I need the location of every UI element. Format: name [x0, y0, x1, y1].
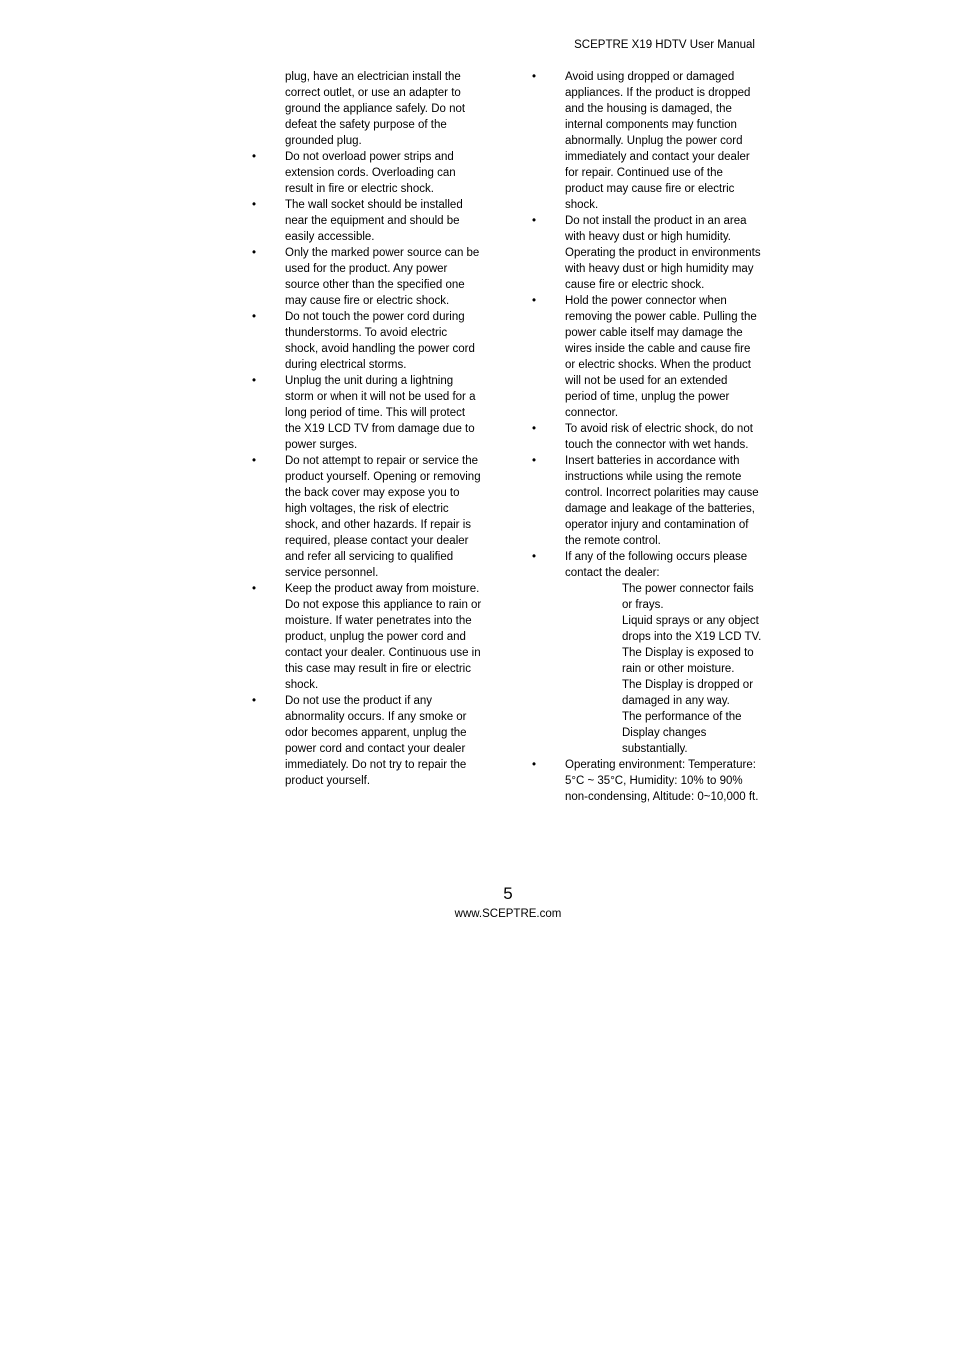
bullet-text: [285, 245, 482, 309]
bullet-item: [252, 309, 482, 373]
bullet-text: [285, 149, 482, 197]
bullet-text-content: Only the marked power source can be used for the product. Any power source other than the specified one may cause fire or electric shock.: [285, 247, 480, 307]
bullet-text: [565, 293, 762, 421]
bullet-text-content: Keep the product away from moisture. Do not expose this appliance to rain or moisture. If water penetrates into the product, unplug the power cord and contact your dealer. Continuous use in this case may result in fire or electric shock.: [285, 583, 482, 691]
bullet-text-content: To avoid risk of electric shock, do not touch the connector with wet hands.: [565, 423, 753, 451]
bullet-item: [532, 421, 762, 453]
sub-item: The Display is exposed to rain or other moisture.: [622, 647, 754, 675]
bullet-icon: •: [532, 215, 537, 227]
bullet-icon: •: [532, 71, 537, 83]
sub-item: Liquid sprays or any object drops into the X19 LCD TV.: [622, 615, 762, 643]
bullet-text: [285, 197, 482, 245]
bullet-icon: •: [532, 455, 537, 467]
bullet-icon: •: [532, 423, 537, 435]
bullet-item: [532, 757, 762, 805]
bullet-text-content: Do not install the product in an area with heavy dust or high humidity. Operating the product in environments with heavy dust or high humidity may cause fire or electric shock.: [565, 215, 761, 291]
bullet-icon: •: [252, 199, 257, 211]
bullet-text-content: The wall socket should be installed near the equipment and should be easily accessible.: [285, 199, 463, 243]
bullet-icon: •: [532, 551, 537, 563]
bullet-text: [565, 757, 762, 805]
page-header: [574, 37, 755, 53]
left-column: [252, 69, 482, 805]
bullet-text-content: Do not use the product if any abnormality occurs. If any smoke or odor becomes apparent, unplug the power cord and contact your dealer immediately. Do not try to repair the product yourself.: [285, 695, 467, 787]
bullet-item: [532, 549, 762, 757]
bullet-text: [565, 213, 762, 293]
bullet-text-content: Hold the power connector when removing the power cable. Pulling the power cable itself may damage the wires inside the cable and cause fire or electric shocks. When the product will not be used for an extended period of time, unplug the power connector.: [565, 295, 757, 419]
bullet-icon: •: [252, 455, 257, 467]
website-url: www.SCEPTRE.com: [454, 908, 562, 920]
bullet-icon: •: [532, 295, 537, 307]
bullet-text-content: Insert batteries in accordance with instructions while using the remote control. Incorrect polarities may cause damage and leakage of the batteries, operator injury and contamination of the remote control.: [565, 455, 759, 547]
header-title: SCEPTRE X19 HDTV User Manual: [574, 39, 755, 51]
bullet-text: [285, 373, 482, 453]
bullet-text-content: Avoid using dropped or damaged appliances. If the product is dropped and the housing is damaged, the internal components may function abnormally. Unplug the power cord immediately and contact your dealer for repair. Continued use of the product may cause fire or electric shock.: [565, 71, 751, 211]
bullet-icon: •: [252, 247, 257, 259]
sub-item: The performance of the Display changes substantially.: [622, 711, 742, 755]
bullet-item: [532, 213, 762, 293]
bullet-text: [565, 421, 762, 453]
page-content: [252, 69, 762, 805]
bullet-item: [252, 581, 482, 693]
bullet-text-content: Operating environment: Temperature: 5°C ~ 35°C, Humidity: 10% to 90% non-condensing, Altitude: 0~10,000 ft.: [565, 759, 759, 803]
continuation-paragraph: plug, have an electrician install the correct outlet, or use an adapter to ground the appliance safely. Do not defeat the safety purpose of the grounded plug.: [285, 71, 466, 147]
bullet-item: [252, 197, 482, 245]
bullet-icon: •: [252, 311, 257, 323]
bullet-text: [285, 453, 482, 581]
bullet-text-content: Do not touch the power cord during thunderstorms. To avoid electric shock, avoid handling the power cord during electrical storms.: [285, 311, 475, 371]
page-footer: [252, 884, 764, 922]
bullet-icon: •: [252, 695, 257, 707]
bullet-text-content: If any of the following occurs please contact the dealer:: [565, 551, 748, 579]
bullet-text: [285, 309, 482, 373]
bullet-item: [252, 693, 482, 789]
bullet-text: [285, 581, 482, 693]
bullet-text-content: Do not attempt to repair or service the product yourself. Opening or removing the back cover may expose you to high voltages, the risk of electric shock, and other hazards. If repair is required, please contact your dealer and refer all servicing to qualified service personnel.: [285, 455, 481, 579]
left-bullet-list: [252, 149, 482, 789]
sub-item: The Display is dropped or damaged in any way.: [622, 679, 754, 707]
bullet-item: [532, 69, 762, 213]
bullet-item: [252, 373, 482, 453]
bullet-item: [252, 245, 482, 309]
sub-item: The power connector fails or frays.: [622, 583, 754, 611]
right-bullet-list: [532, 69, 762, 805]
bullet-icon: •: [252, 583, 257, 595]
bullet-icon: •: [252, 375, 257, 387]
bullet-item: [532, 293, 762, 421]
bullet-icon: •: [532, 759, 537, 771]
bullet-text: [285, 693, 482, 789]
page-number: 5: [503, 884, 513, 903]
bullet-text: [565, 453, 762, 549]
bullet-text-content: Do not overload power strips and extension cords. Overloading can result in fire or electric shock.: [285, 151, 456, 195]
bullet-text-content: Unplug the unit during a lightning storm or when it will not be used for a long period of time. This will protect the X19 LCD TV from damage due to power surges.: [285, 375, 476, 451]
bullet-item: [532, 453, 762, 549]
right-column: [532, 69, 762, 805]
bullet-text: [565, 549, 762, 757]
sub-item-list: [622, 581, 762, 757]
bullet-text: [565, 69, 762, 213]
bullet-icon: •: [252, 151, 257, 163]
bullet-item: [252, 453, 482, 581]
bullet-item: [252, 149, 482, 197]
